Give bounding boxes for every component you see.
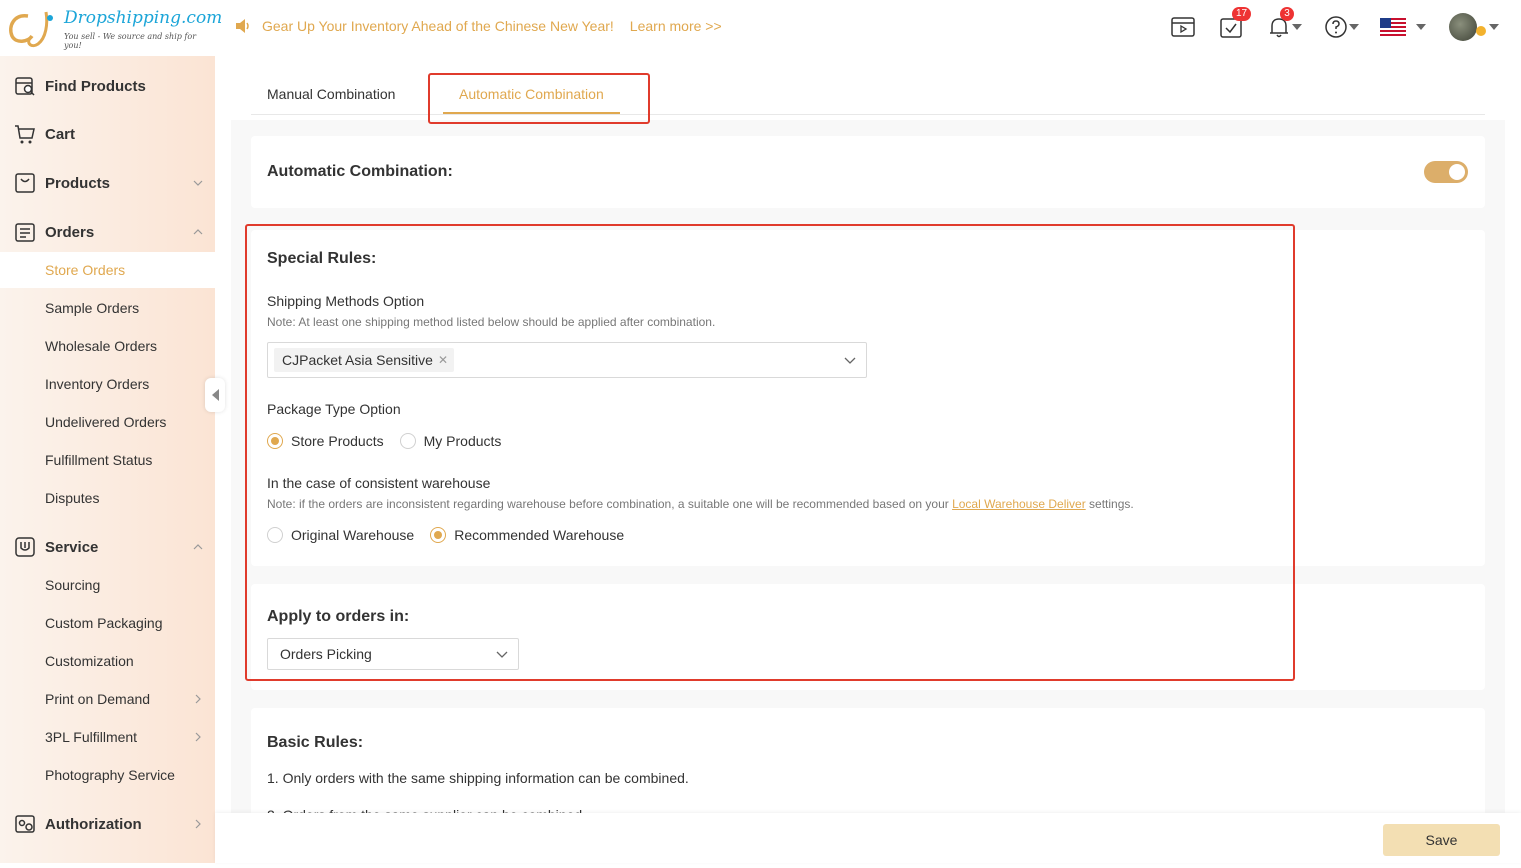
authorization-icon [14,813,36,835]
cj-logo-icon [6,8,68,50]
notifications-badge: 3 [1280,7,1294,21]
special-rules-highlight-box [245,224,1295,681]
learn-more-link[interactable]: Learn more >> [629,18,722,34]
tasks-badge: 17 [1232,7,1251,21]
sidebar-label-cart: Cart [45,125,76,143]
us-flag-icon[interactable] [1380,18,1406,36]
sidebar-item-custom-packaging[interactable]: Custom Packaging [45,615,163,631]
special-rules-title: Special Rules: [267,250,377,267]
account-caret-icon[interactable] [1489,24,1499,30]
warehouse-note-text: Note: if the orders are inconsistent regarding warehouse before combination, a suitable one will be recommended based on your [267,497,949,511]
apply-orders-title: Apply to orders in: [267,608,410,625]
warehouse-label: In the case of consistent warehouse [267,475,491,491]
sidebar-item-customization[interactable]: Customization [45,653,134,669]
sidebar-label-products: Products [45,174,111,192]
collapse-arrow-icon [212,389,219,401]
chevron-up-icon [193,227,203,237]
notifications-caret-icon[interactable] [1292,24,1302,30]
save-button[interactable]: Save [1383,824,1500,856]
basic-rule-1: 1. Only orders with the same shipping information can be combined. [267,770,689,786]
sidebar-item-sample-orders[interactable]: Sample Orders [45,300,140,316]
sidebar-item-sourcing[interactable]: Sourcing [45,577,101,593]
sidebar-item-inventory-orders[interactable]: Inventory Orders [45,376,150,392]
toggle-knob [1449,164,1465,180]
tab-highlight-box [428,73,650,124]
notifications-button[interactable] [1266,8,1292,40]
sidebar-label-print-on-demand: Print on Demand [45,691,151,707]
sidebar-item-print-on-demand[interactable] [0,681,215,717]
sidebar-item-products[interactable] [0,163,215,203]
chevron-right-icon [193,819,203,829]
language-caret-icon[interactable] [1416,24,1426,30]
radio-my-products-label: My Products [423,433,502,449]
remove-tag-icon[interactable]: ✕ [437,353,449,367]
sidebar-item-undelivered-orders[interactable]: Undelivered Orders [45,414,167,430]
sidebar [0,56,215,863]
tab-manual-combination[interactable]: Manual Combination [267,86,396,102]
top-header [0,0,1521,56]
sidebar-item-orders[interactable] [0,212,215,252]
sidebar-label-orders: Orders [45,223,95,241]
basic-rules-title: Basic Rules: [267,734,364,751]
chevron-right-icon [193,732,203,742]
sidebar-label-find-products: Find Products [45,77,146,95]
sidebar-label-service: Service [45,538,99,556]
sidebar-item-fulfillment-status[interactable]: Fulfillment Status [45,452,153,468]
radio-recommended-warehouse-label: Recommended Warehouse [454,527,625,543]
sidebar-item-disputes[interactable]: Disputes [45,490,100,506]
vip-badge-icon [1476,26,1486,36]
announcement-text: Gear Up Your Inventory Ahead of the Chinese New Year! [262,18,614,34]
sidebar-item-authorization[interactable] [0,804,215,844]
tab-automatic-combination[interactable]: Automatic Combination [459,86,604,102]
sidebar-label-3pl-fulfillment: 3PL Fulfillment [45,729,138,745]
shipping-method-tag-label: CJPacket Asia Sensitive [282,352,433,368]
help-icon[interactable] [1323,14,1349,40]
tasks-button[interactable] [1218,8,1248,40]
sidebar-item-photography-service[interactable]: Photography Service [45,767,175,783]
chevron-up-icon [193,542,203,552]
chevron-right-icon [193,694,203,704]
brand-name: Dropshipping.com [64,8,223,28]
sidebar-item-wholesale-orders[interactable]: Wholesale Orders [45,338,158,354]
avatar[interactable] [1449,13,1477,41]
sidebar-item-find-products[interactable] [0,66,215,106]
video-icon[interactable] [1170,14,1196,40]
sidebar-label-authorization: Authorization [45,815,142,833]
chevron-down-icon [193,178,203,188]
shipping-methods-note: Note: At least one shipping method listed below should be applied after combination. [267,315,716,329]
local-warehouse-deliver-link[interactable]: Local Warehouse Deliver [952,497,1086,511]
products-icon [14,172,36,194]
apply-orders-value: Orders Picking [280,646,372,662]
sidebar-item-3pl-fulfillment[interactable] [0,719,215,755]
tab-bar [231,56,1505,120]
footer-bar [215,813,1521,863]
radio-store-products-label: Store Products [291,433,384,449]
sidebar-item-service[interactable] [0,527,215,567]
automatic-combination-card [251,136,1485,208]
help-caret-icon[interactable] [1349,24,1359,30]
speaker-icon [234,18,252,34]
brand-tagline: You sell - We source and ship for you! [64,32,197,50]
radio-original-warehouse-label: Original Warehouse [291,527,415,543]
automatic-combination-title: Automatic Combination: [267,163,453,180]
automatic-combination-toggle[interactable] [1424,161,1468,183]
shipping-methods-label: Shipping Methods Option [267,293,425,309]
sidebar-item-cart[interactable] [0,114,215,154]
warehouse-note-suffix: settings. [1089,497,1134,511]
brand-logo[interactable] [6,6,223,50]
find-products-icon [14,75,36,97]
orders-icon [14,221,36,243]
cart-icon [14,123,36,145]
sidebar-collapse-button[interactable] [205,378,225,412]
service-icon [14,536,36,558]
main-content [231,56,1505,863]
announcement-bar [234,18,722,34]
sidebar-item-store-orders[interactable]: Store Orders [0,252,215,288]
package-type-label: Package Type Option [267,401,401,417]
